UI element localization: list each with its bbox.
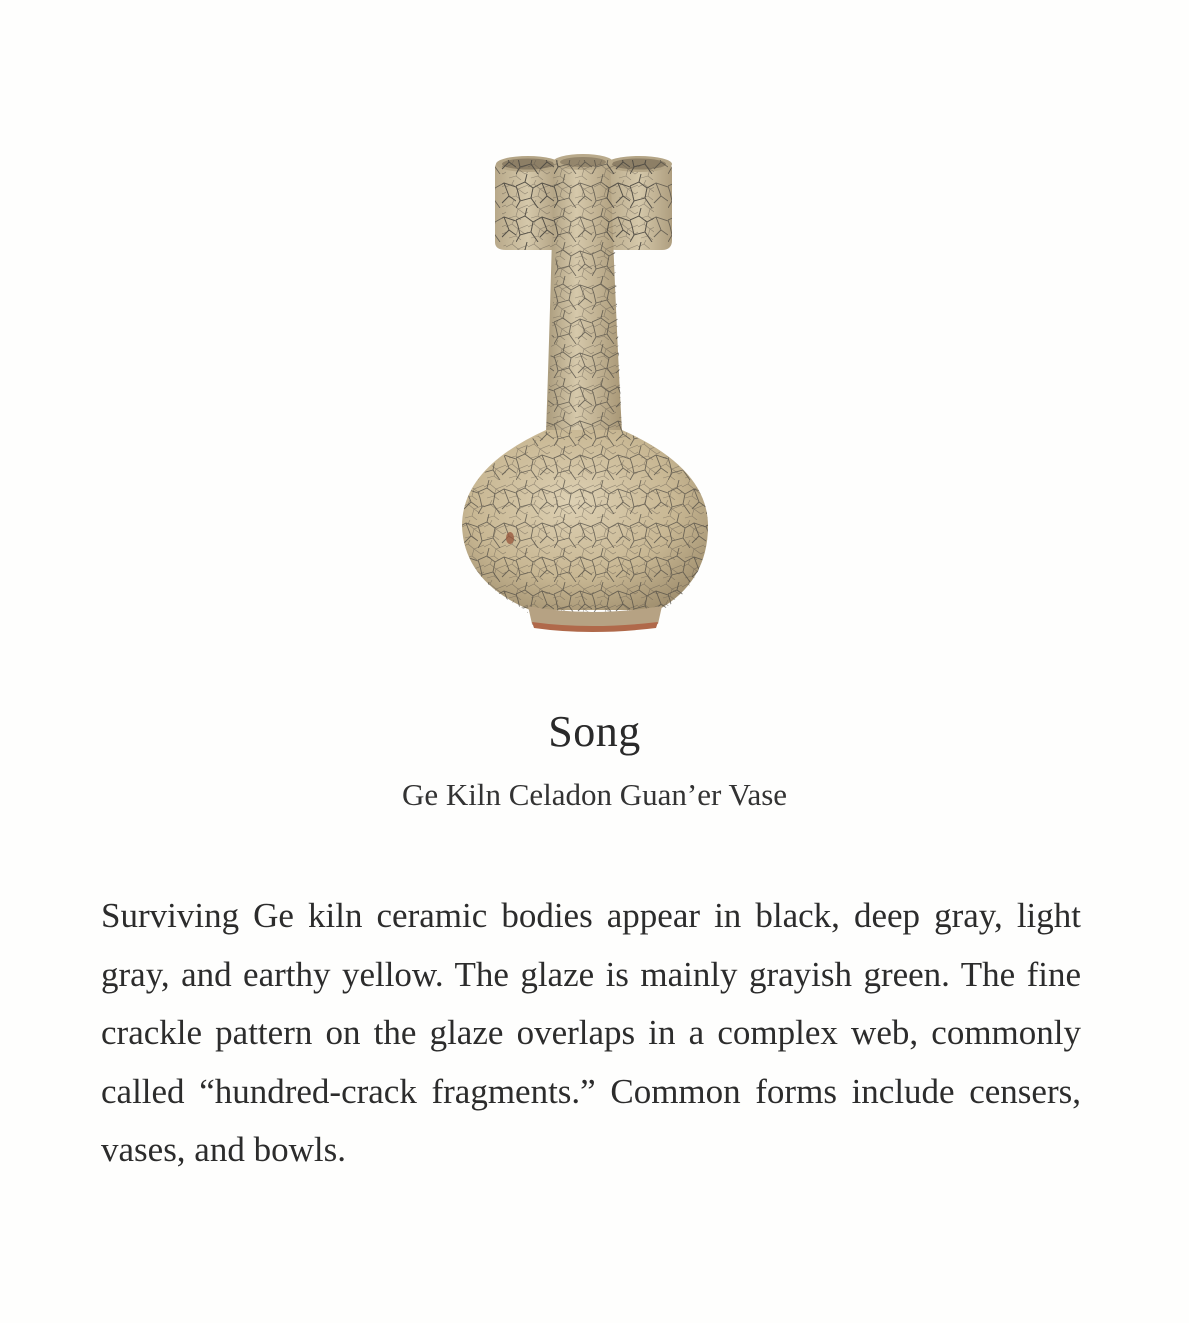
artifact-description: Surviving Ge kiln ceramic bodies appear in black, deep gray, light gray, and earthy yellow. The glaze is mainly grayish green. The fine crackle pattern on the glaze overlaps in a complex web, commonly called “hundred-crack fragments.” Common forms include censers, vases, and bowls.	[101, 896, 1081, 1169]
artifact-name: Ge Kiln Celadon Guan’er Vase	[401, 777, 788, 812]
dynasty-title: Song	[548, 707, 641, 756]
vase-image	[440, 140, 760, 640]
crackled-celadon-vase-icon	[440, 140, 760, 640]
